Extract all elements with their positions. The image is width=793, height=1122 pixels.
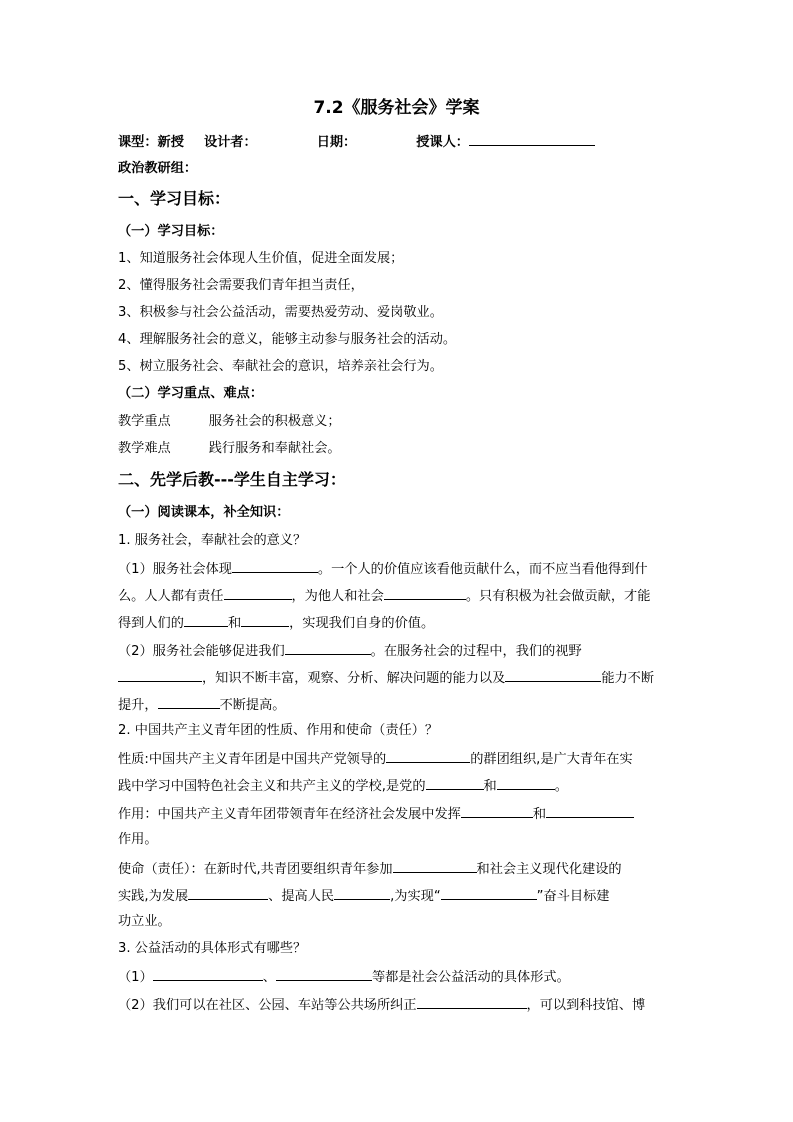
blank-7[interactable] (118, 667, 202, 682)
key-point-row (118, 412, 678, 432)
role-line-1 (118, 803, 678, 825)
goal-item-5: 5、树立服务社会、奉献社会的意识，培养亲社会行为。 (118, 359, 443, 374)
group-label: 政治教研组： (118, 161, 198, 176)
mission-text-e: ,为实现“ (390, 889, 441, 904)
nature-line-1 (118, 748, 678, 770)
document-title: 7.2《服务社会》学案 (313, 98, 480, 118)
date-label: 日期： (316, 135, 357, 150)
blank-21[interactable] (417, 994, 527, 1009)
section1-sub1: （一）学习目标： (118, 224, 224, 239)
blank-10[interactable] (386, 748, 470, 763)
diff-text: 践行服务和奉献社会。 (208, 441, 341, 456)
p1-line-3 (118, 612, 678, 634)
question-1: 1. 服务社会，奉献社会的意义？ (118, 533, 307, 548)
section1-heading: 一、学习目标： (118, 189, 231, 208)
blank-12[interactable] (497, 775, 555, 790)
goal-item-1: 1、知道服务社会体现人生价值，促进全面发展； (118, 251, 404, 266)
blank-15[interactable] (393, 858, 477, 873)
blank-6[interactable] (285, 640, 371, 655)
p2-text-a: （2）服务社会能够促进我们 (118, 644, 285, 659)
mission-text-d: 、提高人民 (268, 889, 335, 904)
forms-text-a: （1） (118, 970, 153, 985)
p1-text-h: ，实现我们自身的价值。 (289, 616, 435, 631)
mission-line-1 (118, 858, 678, 880)
section2-heading: 二、先学后教---学生自主学习： (118, 470, 346, 489)
mission-text-c: 实践,为发展 (118, 889, 189, 904)
p2-text-c: ，知识不断丰富，观察、分析、解决问题的能力以及 (202, 671, 506, 686)
blank-13[interactable] (461, 803, 533, 818)
nature-text-e: 。 (554, 779, 568, 794)
forms-line-2 (118, 994, 678, 1016)
blank-19[interactable] (153, 966, 263, 981)
mission-text-f: ”奋斗目标建 (536, 889, 610, 904)
mission-line-3: 功立业。 (118, 914, 171, 929)
blank-11[interactable] (426, 775, 484, 790)
blank-9[interactable] (158, 694, 220, 709)
forms-text-e: ，可以到科技馆、博 (526, 998, 646, 1013)
blank-14[interactable] (546, 803, 634, 818)
p1-text-c: 么。人人都有责任 (118, 589, 224, 604)
blank-17[interactable] (334, 885, 390, 900)
p1-text-f: 得到人们的 (118, 616, 184, 631)
role-line-2: 作用。 (118, 832, 158, 847)
diff-label: 教学难点 (118, 441, 171, 456)
blank-8[interactable] (505, 667, 601, 682)
blank-18[interactable] (441, 885, 537, 900)
designer-label: 设计者： (203, 135, 257, 150)
blank-1[interactable] (232, 558, 318, 573)
mission-text-b: 和社会主义现代化建设的 (476, 862, 622, 877)
blank-3[interactable] (384, 585, 466, 600)
goal-item-2: 2、懂得服务社会需要我们青年担当责任， (118, 278, 364, 293)
section1-sub2: （二）学习重点、难点： (118, 386, 264, 401)
p1-line-1 (118, 558, 678, 580)
blank-16[interactable] (188, 885, 268, 900)
key-label: 教学重点 (118, 414, 171, 429)
p2-line-2 (118, 667, 678, 689)
nature-text-d: 和 (483, 779, 497, 794)
p2-text-f: 不断提高。 (219, 698, 286, 713)
p1-text-a: （1）服务社会体现 (118, 562, 232, 577)
key-text: 服务社会的积极意义； (208, 414, 341, 429)
teacher-label: 授课人： (416, 135, 469, 150)
p1-text-g: 和 (227, 616, 242, 631)
nature-text-b: 的群团组织,是广大青年在实 (470, 752, 633, 767)
mission-line-2 (118, 885, 678, 907)
forms-text-b: 、 (262, 970, 276, 985)
forms-text-c: 等都是社会公益活动的具体形式。 (371, 970, 570, 985)
difficulty-row (118, 439, 678, 459)
mission-text-a: 使命（责任）：在新时代,共青团要组织青年参加 (118, 862, 393, 877)
p1-line-2 (118, 585, 678, 607)
question-2: 2. 中国共产主义青年团的性质、作用和使命（责任）？ (118, 723, 439, 738)
p2-text-e: 提升， (118, 698, 158, 713)
p1-text-b: 。一个人的价值应该看他贡献什么，而不应当看他得到什 (317, 562, 648, 577)
p2-line-1 (118, 640, 678, 662)
blank-2[interactable] (224, 585, 292, 600)
nature-text-c: 践中学习中国特色社会主义和共产主义的学校,是党的 (118, 779, 426, 794)
p2-line-3 (118, 694, 678, 716)
forms-line-1 (118, 966, 678, 988)
blank-20[interactable] (276, 966, 372, 981)
p1-text-d: ，为他人和社会 (291, 589, 384, 604)
blank-5[interactable] (241, 612, 289, 627)
course-type: 课型：新授 (118, 135, 184, 150)
goal-item-3: 3、积极参与社会公益活动，需要热爱劳动、爱岗敬业。 (118, 305, 443, 320)
p2-text-b: 。在服务社会的过程中，我们的视野 (370, 644, 582, 659)
section2-sub1: （一）阅读课本，补全知识： (118, 505, 290, 520)
nature-text-a: 性质:中国共产主义青年团是中国共产党领导的 (118, 752, 387, 767)
forms-text-d: （2）我们可以在社区、公园、车站等公共场所纠正 (118, 998, 417, 1013)
role-text-b: 和 (532, 807, 547, 822)
p1-text-e: 。只有积极为社会做贡献，才能 (465, 589, 651, 604)
p2-text-d: 能力不断 (601, 671, 655, 686)
goal-item-4: 4、理解服务社会的意义，能够主动参与服务社会的活动。 (118, 332, 457, 347)
blank-4[interactable] (184, 612, 228, 627)
meta-row (118, 131, 678, 153)
teacher-blank[interactable] (469, 131, 595, 146)
question-3: 3. 公益活动的具体形式有哪些？ (118, 941, 307, 956)
role-text-a: 作用：中国共产主义青年团带领青年在经济社会发展中发挥 (118, 807, 461, 822)
nature-line-2 (118, 775, 678, 797)
